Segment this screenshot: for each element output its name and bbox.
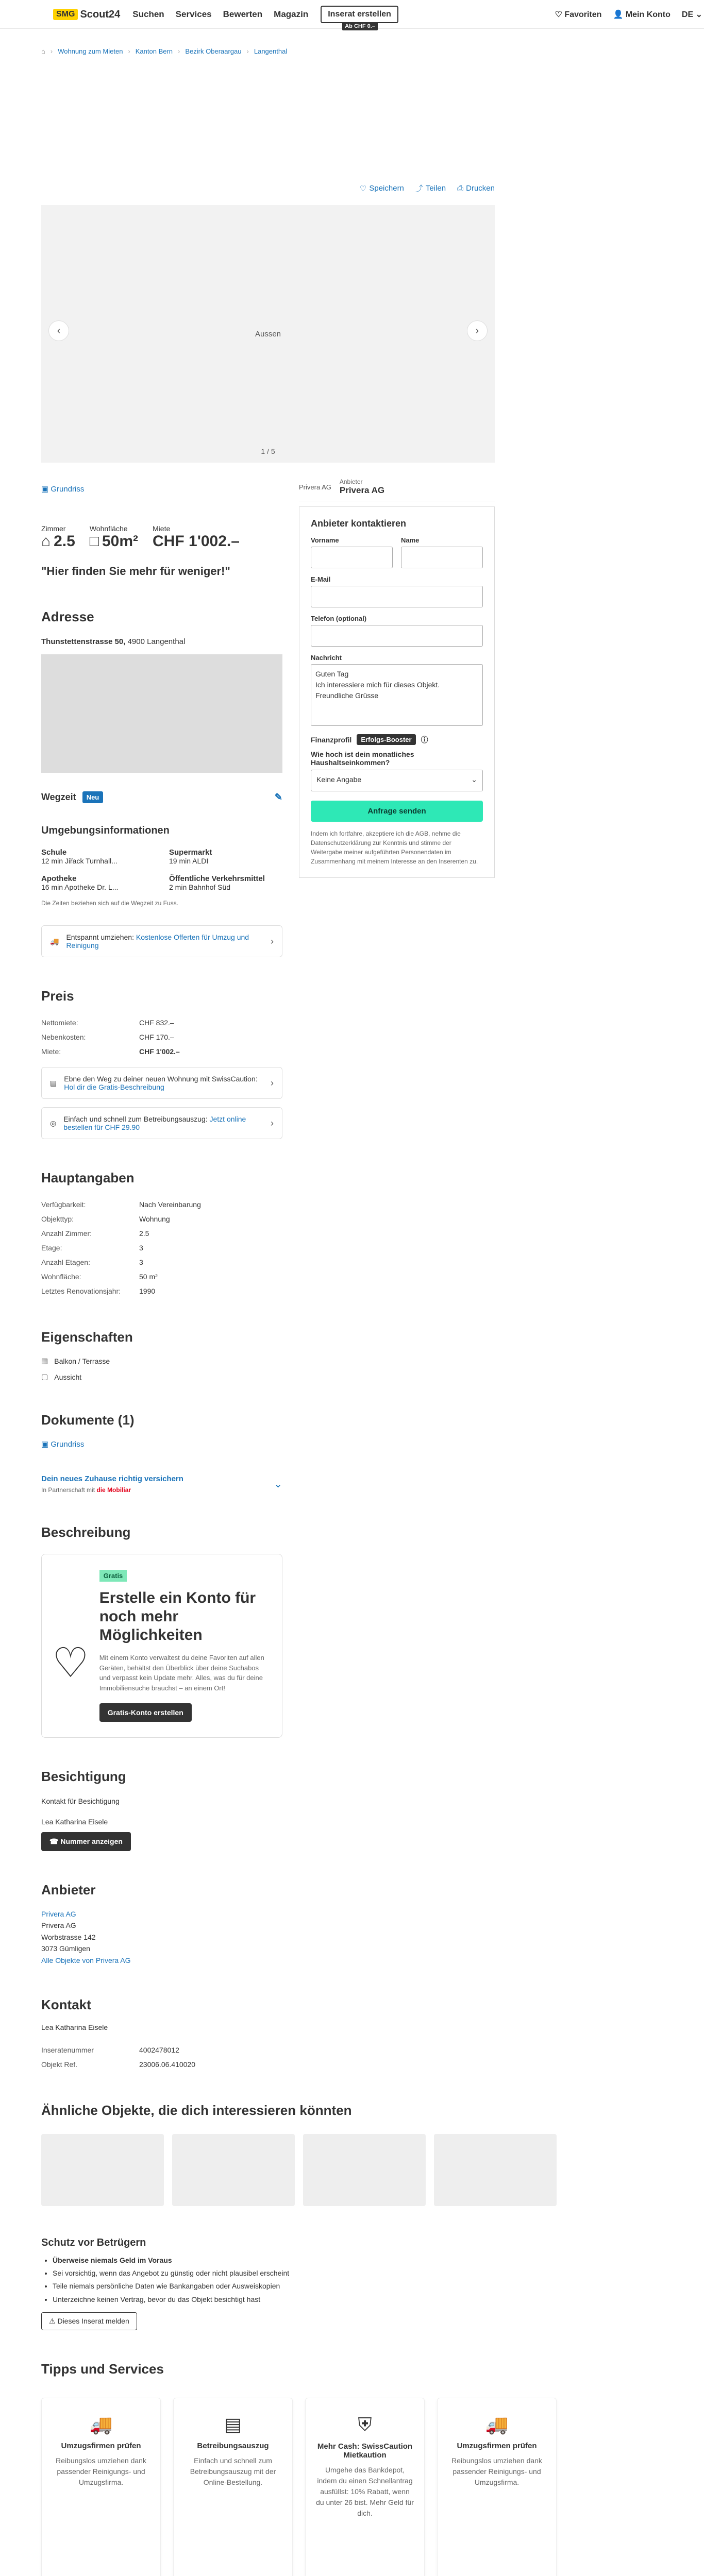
- surroundings-section: Umgebungsinformationen Schule 12 min Jiřack Turnhall... Supermarkt 19 min ALDI Apotheke 16 min Apotheke Dr. L... Öffentliche Verkehrsmittel 2 min Bahnhof Süd Die Zeiten beziehen sich auf die Wegzeit zu Fuss.: [41, 825, 265, 907]
- tips-grid: [41, 2398, 557, 2576]
- address-title: Adresse: [41, 609, 94, 624]
- truck-icon: 🚚: [50, 937, 59, 945]
- map[interactable]: [41, 654, 282, 773]
- description-title: Beschreibung: [41, 1524, 131, 1540]
- lastname-input[interactable]: [401, 547, 483, 568]
- document-icon: ▤: [50, 1078, 57, 1087]
- nav-magazin[interactable]: Magazin: [274, 9, 309, 19]
- create-listing-button[interactable]: Inserat erstellen Ab CHF 0.–: [321, 6, 398, 23]
- listing-teaser: "Hier finden Sie mehr für weniger!": [41, 565, 230, 578]
- crumb-1[interactable]: Wohnung zum Mieten: [58, 47, 123, 55]
- feature-view: ▢ Aussicht: [41, 1372, 82, 1381]
- crumb-3[interactable]: Bezirk Oberaargau: [185, 47, 242, 55]
- similar-card[interactable]: [41, 2134, 164, 2206]
- shield-icon: ⛨: [358, 2413, 372, 2435]
- account-promo: ♡ Gratis Erstelle ein Konto für noch mehr Möglichkeiten Mit einem Konto verwaltest du deine Favoriten auf allen Geräten, behältst den Überblick über deine Suchabos und verpasst kein Update mehr. Alles, was du für deine Immobiliensuche brauchst – an einem Ort! Gratis-Konto erstellen: [41, 1554, 282, 1738]
- gallery-counter: 1 / 5: [261, 447, 275, 455]
- send-request-button[interactable]: Anfrage senden: [311, 801, 483, 822]
- finance-profile: Finanzprofil Erfolgs-Booster ⓘ: [311, 734, 483, 745]
- firstname-input[interactable]: [311, 547, 393, 568]
- tip-card: ▤ Betreibungsauszug Einfach und schnell zum Betreibungsauszug mit der Online-Bestellung.: [173, 2398, 293, 2576]
- gratis-badge: Gratis: [99, 1570, 127, 1582]
- gallery-prev-button[interactable]: ‹: [48, 320, 69, 341]
- documents-title: Dokumente (1): [41, 1412, 135, 1428]
- features-title: Eigenschaften: [41, 1329, 133, 1345]
- provider-logo: Privera AG: [41, 1910, 76, 1918]
- price-badge: Ab CHF 0.–: [342, 22, 378, 30]
- debt-extract-box[interactable]: ◎ Einfach und schnell zum Betreibungsauszug: Jetzt online bestellen für CHF 29.90 ›: [41, 1107, 282, 1139]
- favorites-link[interactable]: ♡ Favoriten: [555, 10, 602, 19]
- all-objects-link[interactable]: Alle Objekte von Privera AG: [41, 1956, 131, 1964]
- provider-info: Privera AG Privera AG Worbstrasse 142 3073 Gümligen Alle Objekte von Privera AG: [41, 1908, 282, 1966]
- viewing-title: Besichtigung: [41, 1769, 126, 1784]
- swisscaution-box[interactable]: ▤ Ebne den Weg zu deiner neuen Wohnung mit SwissCaution: Hol dir die Gratis-Beschreibung ›: [41, 1067, 282, 1099]
- similar-card[interactable]: [303, 2134, 426, 2206]
- truck-icon: 🚚: [485, 2413, 509, 2435]
- badge-icon: ◎: [50, 1118, 57, 1127]
- reference-table: Inseratenummer 4002478012 Objekt Ref. 23006.06.410020: [41, 2045, 195, 2069]
- main-nav: [132, 9, 308, 20]
- print-button[interactable]: ⎙ Drucken: [457, 184, 495, 193]
- nav-bewerten[interactable]: Bewerten: [223, 9, 263, 19]
- tip-card: 🚚 Umzugsfirmen prüfen Reibungslos umziehen dank passender Reinigungs- und Umzugsfirma.: [437, 2398, 557, 2576]
- new-badge: Neu: [82, 791, 104, 803]
- phone-field[interactable]: [311, 625, 483, 647]
- moving-offer-box[interactable]: 🚚 Entspannt umziehen: Kostenlose Offerten für Umzug und Reinigung ›: [41, 925, 282, 957]
- similar-card[interactable]: [434, 2134, 557, 2206]
- nav-services[interactable]: Services: [175, 9, 212, 19]
- similar-card[interactable]: [172, 2134, 295, 2206]
- floorplan-link[interactable]: ▣ Grundriss: [41, 485, 85, 494]
- provider-card: Privera AG Anbieter Privera AG: [299, 473, 495, 501]
- language-select[interactable]: DE ⌄: [681, 10, 702, 19]
- view-icon: ▢: [41, 1372, 48, 1381]
- area-icon: □: [89, 533, 99, 550]
- feature-balcony: ▦ Balkon / Terrasse: [41, 1357, 110, 1365]
- edit-icon[interactable]: ✎: [274, 792, 282, 802]
- crumb-2[interactable]: Kanton Bern: [135, 47, 173, 55]
- travel-time: Wegzeit Neu ✎: [41, 792, 282, 802]
- info-icon[interactable]: ⓘ: [421, 735, 428, 744]
- provider-logo-small: Privera AG: [299, 483, 331, 491]
- contact-form: Anbieter kontaktieren Vorname Name E-Mail Telefon (optional) Nachricht Guten Tag Ich interessiere mich für dieses Objekt. Freundliche Grüsse Finanzprofil Erfolgs-Booster ⓘ Wie hoch ist dein monatliches Haushaltseinkommen? Keine Angabe ⌄ Anfrage senden Indem ich fortfahre, akzeptiere ich die AGB, nehme die Datenschutzerklärung zur Kenntnis und stimme der Weitergabe meiner aufgeführten Personendaten im Zusammenhang mit meinem Interesse an den Inserenten zu.: [299, 506, 495, 878]
- breadcrumb: ⌂ › Wohnung zum Mieten › Kanton Bern › Bezirk Oberaargau › Langenthal: [41, 47, 288, 55]
- listing-tools: [41, 183, 495, 194]
- share-button[interactable]: ⤴ Teilen: [415, 184, 446, 193]
- gallery-next-button[interactable]: ›: [467, 320, 488, 341]
- provider-title: Anbieter: [41, 1882, 96, 1897]
- tips-title: Tipps und Services: [41, 2361, 164, 2377]
- rooms-icon: ⌂: [41, 533, 51, 550]
- insurance-box[interactable]: Dein neues Zuhause richtig versichern In Partnerschaft mit die Mobiliar ⌄: [41, 1475, 282, 1494]
- image-gallery[interactable]: [41, 205, 495, 463]
- heart-hands-icon: ♡: [52, 1639, 89, 1686]
- balcony-icon: ▦: [41, 1357, 48, 1365]
- save-button[interactable]: ♡ Speichern: [359, 184, 404, 193]
- similar-title: Ähnliche Objekte, die dich interessieren könnten: [41, 2102, 352, 2118]
- crumb-4[interactable]: Langenthal: [254, 47, 288, 55]
- main-data-title: Hauptangaben: [41, 1170, 135, 1185]
- main-data-table: Verfügbarkeit: Nach Vereinbarung Objekttyp: Wohnung Anzahl Zimmer: 2.5 Etage: 3 Anzahl Etagen: 3 Wohnfläche: 50 m² Letztes Renovationsjahr: 1990: [41, 1200, 201, 1295]
- message-textarea[interactable]: Guten Tag Ich interessiere mich für dieses Objekt. Freundliche Grüsse: [311, 664, 483, 726]
- tip-card: 🚚 Umzugsfirmen prüfen Reibungslos umziehen dank passender Reinigungs- und Umzugsfirma.: [41, 2398, 161, 2576]
- show-number-button[interactable]: ☎ Nummer anzeigen: [41, 1832, 131, 1851]
- chevron-down-icon: ⌄: [471, 775, 477, 784]
- site-header: [0, 0, 704, 29]
- gallery-image-alt: Aussen: [255, 329, 281, 338]
- nav-suchen[interactable]: Suchen: [132, 9, 164, 19]
- report-listing-button[interactable]: ⚠ Dieses Inserat melden: [41, 2312, 137, 2330]
- similar-listings: [41, 2134, 557, 2206]
- key-facts: Zimmer ⌂ 2.5 Wohnfläche □ 50m² Miete CHF 1'002.–: [41, 524, 240, 550]
- home-icon[interactable]: ⌂: [41, 47, 45, 55]
- price-title: Preis: [41, 988, 74, 1004]
- truck-icon: 🚚: [89, 2413, 113, 2435]
- chevron-down-icon: ⌄: [274, 1479, 282, 1490]
- price-table: Nettomiete: CHF 832.– Nebenkosten: CHF 170.– Miete: CHF 1'002.–: [41, 1019, 180, 1056]
- email-field[interactable]: [311, 586, 483, 607]
- address-text: Thunstettenstrasse 50, 4900 Langenthal: [41, 637, 186, 646]
- tip-card: ⛨ Mehr Cash: SwissCaution Mietkaution Umgehe das Bankdepot, indem du einen Schnellantrag ausfüllst: 10% Rabatt, wenn du unter 26 bist. Mehr Geld für dich.: [305, 2398, 425, 2576]
- contact-title: Kontakt: [41, 1996, 91, 2012]
- document-floorplan-link[interactable]: ▣ Grundriss: [41, 1440, 85, 1449]
- account-link[interactable]: 👤 Mein Konto: [613, 10, 671, 19]
- income-select[interactable]: Keine Angabe ⌄: [311, 770, 483, 791]
- fraud-protection: Schutz vor Betrügern • Überweise niemals Geld im Voraus • Sei vorsichtig, wenn das Angebot zu günstig oder nicht plausibel erscheint • Teile niemals persönliche Daten wie Bankangaben oder Ausweiskopien • Unterzeichne keinen Vertrag, bevor du das Objekt besichtigt hast ⚠ Dieses Inserat melden: [41, 2237, 557, 2330]
- create-account-button[interactable]: Gratis-Konto erstellen: [99, 1703, 192, 1722]
- logo[interactable]: SMG Scout24: [53, 9, 120, 21]
- document-icon: ▤: [224, 2413, 242, 2435]
